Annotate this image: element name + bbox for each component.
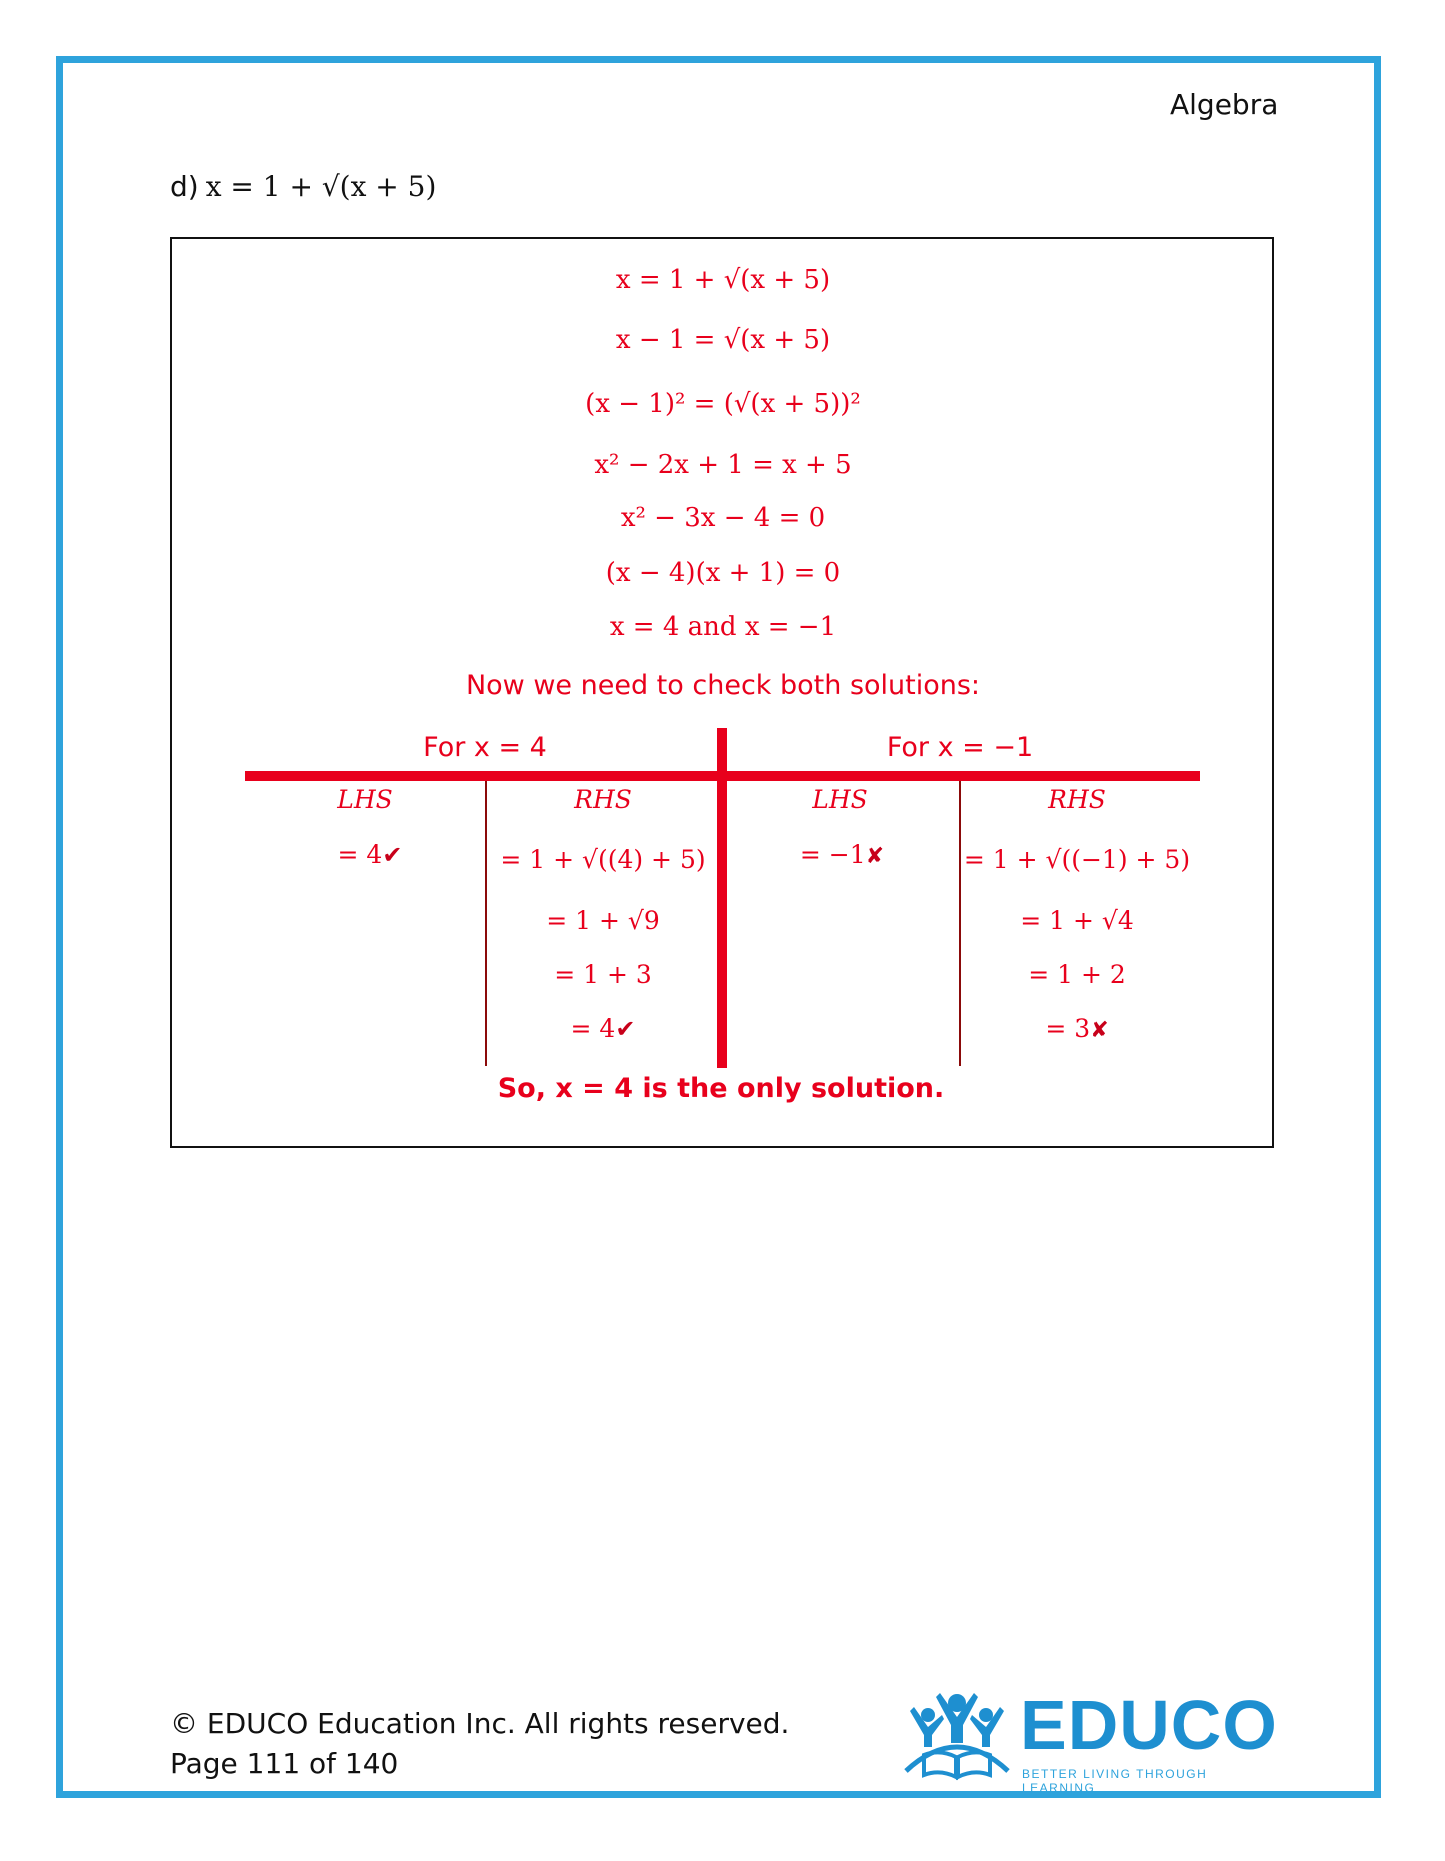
right-rhs-line-4-text: = 3 (1045, 1014, 1091, 1043)
step-6: (x − 4)(x + 1) = 0 (605, 558, 841, 588)
t-chart-center-divider (717, 728, 727, 1068)
copyright-notice: © EDUCO Education Inc. All rights reserved. (170, 1707, 790, 1740)
right-lhs-header (812, 785, 868, 814)
right-rhs-line-2: = 1 + √4 (1020, 906, 1134, 935)
page-number: Page 111 of 140 (170, 1747, 399, 1780)
left-lhs-header-text: LHS (337, 785, 393, 814)
page-header: Algebra (1170, 88, 1279, 121)
left-rhs-line-3: = 1 + 3 (554, 960, 652, 989)
conclusion: So, x = 4 is the only solution. (497, 1073, 945, 1104)
right-lhs-header-text: LHS (812, 785, 868, 814)
left-rhs-header (574, 785, 632, 814)
problem-statement (170, 170, 436, 204)
left-check-title: For x = 4 (423, 732, 547, 763)
left-lhs-value-text: = 4 (337, 840, 383, 869)
right-check-title: For x = −1 (886, 732, 1034, 763)
left-rhs-line-2: = 1 + √9 (546, 906, 660, 935)
left-rhs-line-4-text: = 4 (570, 1014, 616, 1043)
check-note: Now we need to check both solutions: (465, 670, 981, 701)
problem-equation: x = 1 + √(x + 5) (205, 170, 437, 203)
logo-wordmark: EDUCO (1020, 1686, 1278, 1764)
step-7: x = 4 and x = −1 (609, 612, 837, 642)
problem-label: d) (170, 170, 199, 203)
step-1: x = 1 + √(x + 5) (615, 265, 831, 295)
left-lhs-value (338, 840, 403, 869)
right-lhs-value (800, 840, 884, 869)
right-rhs-header-text: RHS (1048, 785, 1106, 814)
check-mark-icon: ✔ (382, 841, 403, 869)
step-2: x − 1 = √(x + 5) (615, 325, 831, 355)
right-rhs-line-4 (1045, 1014, 1108, 1043)
cross-mark-icon: ✘ (1090, 1018, 1109, 1043)
right-rhs-header (1048, 785, 1106, 814)
logo-tagline: BETTER LIVING THROUGH LEARNING (1022, 1767, 1208, 1795)
left-lhs-header (337, 785, 393, 814)
right-rhs-line-3: = 1 + 2 (1028, 960, 1126, 989)
left-rhs-line-4 (571, 1014, 636, 1043)
left-rhs-line-1: = 1 + √((4) + 5) (500, 845, 706, 874)
step-4: x² − 2x + 1 = x + 5 (594, 450, 852, 480)
right-lhs-value-text: = −1 (799, 840, 866, 869)
educo-logo (900, 1685, 1278, 1795)
cross-mark-icon: ✘ (865, 844, 885, 869)
left-column-divider (485, 781, 487, 1066)
step-5: x² − 3x − 4 = 0 (620, 503, 826, 533)
right-column-divider (959, 781, 961, 1066)
right-rhs-line-1: = 1 + √((−1) + 5) (963, 845, 1191, 874)
step-3: (x − 1)² = (√(x + 5))² (585, 389, 861, 419)
people-book-icon (900, 1685, 1015, 1785)
check-mark-icon: ✔ (615, 1015, 636, 1043)
left-rhs-header-text: RHS (574, 785, 632, 814)
